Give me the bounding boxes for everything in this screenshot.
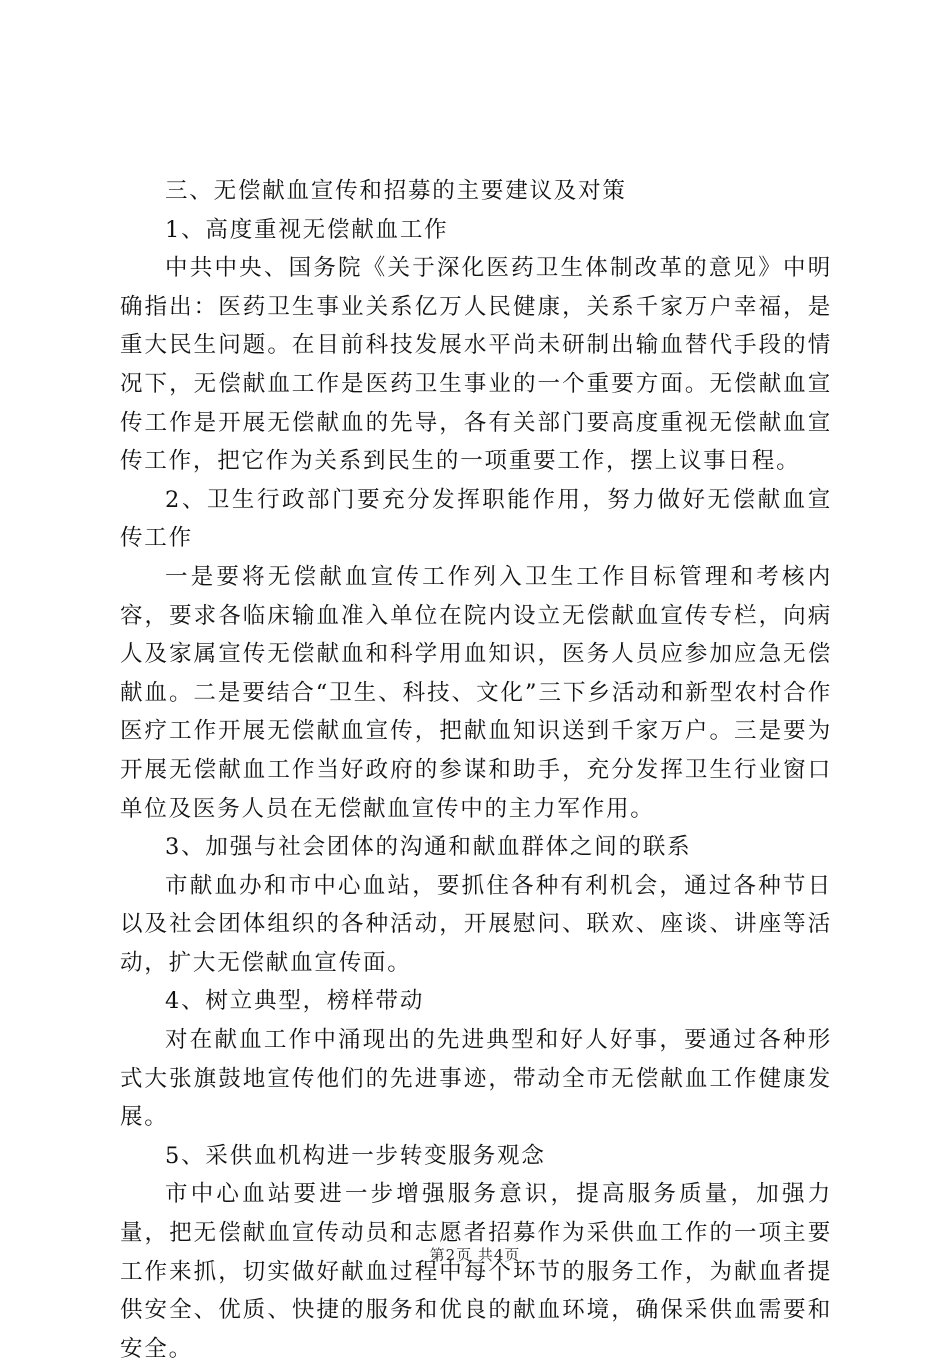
paragraph-4: 对在献血工作中涌现出的先进典型和好人好事，要通过各种形式大张旗鼓地宣传他们的先进事迹，带动全市无偿献血工作健康发展。 <box>120 1027 832 1131</box>
paragraph-1: 中共中央、国务院《关于深化医药卫生体制改革的意见》中明确指出：医药卫生事业关系亿万人民健康，关系千家万户幸福，是重大民生问题。在目前科技发展水平尚未研制出输血替代手段的情况下，无偿献血工作是医药卫生事业的一个重要方面。无偿献血宣传工作是开展无偿献血的先导，各有关部门要高度重视无偿献血宣传工作，把它作为关系到民生的一项重要工作，摆上议事日程。 <box>120 255 832 475</box>
subheading-5: 5、采供血机构进一步转变服务观念 <box>165 1142 546 1169</box>
paragraph-5: 市中心血站要进一步增强服务意识，提高服务质量，加强力量，把无偿献血宣传动员和志愿者招募作为采供血工作的一项主要工作来抓，切实做好献血过程中每个环节的服务工作，为献血者提供安全、优质、快捷的服务和优良的献血环境，确保采供血需要和安全。 <box>120 1181 832 1362</box>
page-footer: 第2页 共4页 <box>429 1246 521 1264</box>
subheading-4: 4、树立典型，榜样带动 <box>165 988 425 1015</box>
document-body <box>120 172 832 1368</box>
paragraph-3: 市献血办和市中心血站，要抓住各种有利机会，通过各种节日以及社会团体组织的各种活动，开展慰问、联欢、座谈、讲座等活动，扩大无偿献血宣传面。 <box>120 872 832 976</box>
subheading-3: 3、加强与社会团体的沟通和献血群体之间的联系 <box>165 834 692 861</box>
subheading-1: 1、高度重视无偿献血工作 <box>165 216 449 243</box>
paragraph-2: 一是要将无偿献血宣传工作列入卫生工作目标管理和考核内容，要求各临床输血准入单位在院内设立无偿献血宣传专栏，向病人及家属宣传无偿献血和科学用血知识，医务人员应参加应急无偿献血。二是要结合“卫生、科技、文化”三下乡活动和新型农村合作医疗工作开展无偿献血宣传，把献血知识送到千家万户。三是要为开展无偿献血工作当好政府的参谋和助手，充分发挥卫生行业窗口单位及医务人员在无偿献血宣传中的主力军作用。 <box>120 563 832 822</box>
subheading-2: 2、卫生行政部门要充分发挥职能作用，努力做好无偿献血宣传工作 <box>120 486 832 552</box>
section-heading: 三、无偿献血宣传和招募的主要建议及对策 <box>165 178 627 204</box>
